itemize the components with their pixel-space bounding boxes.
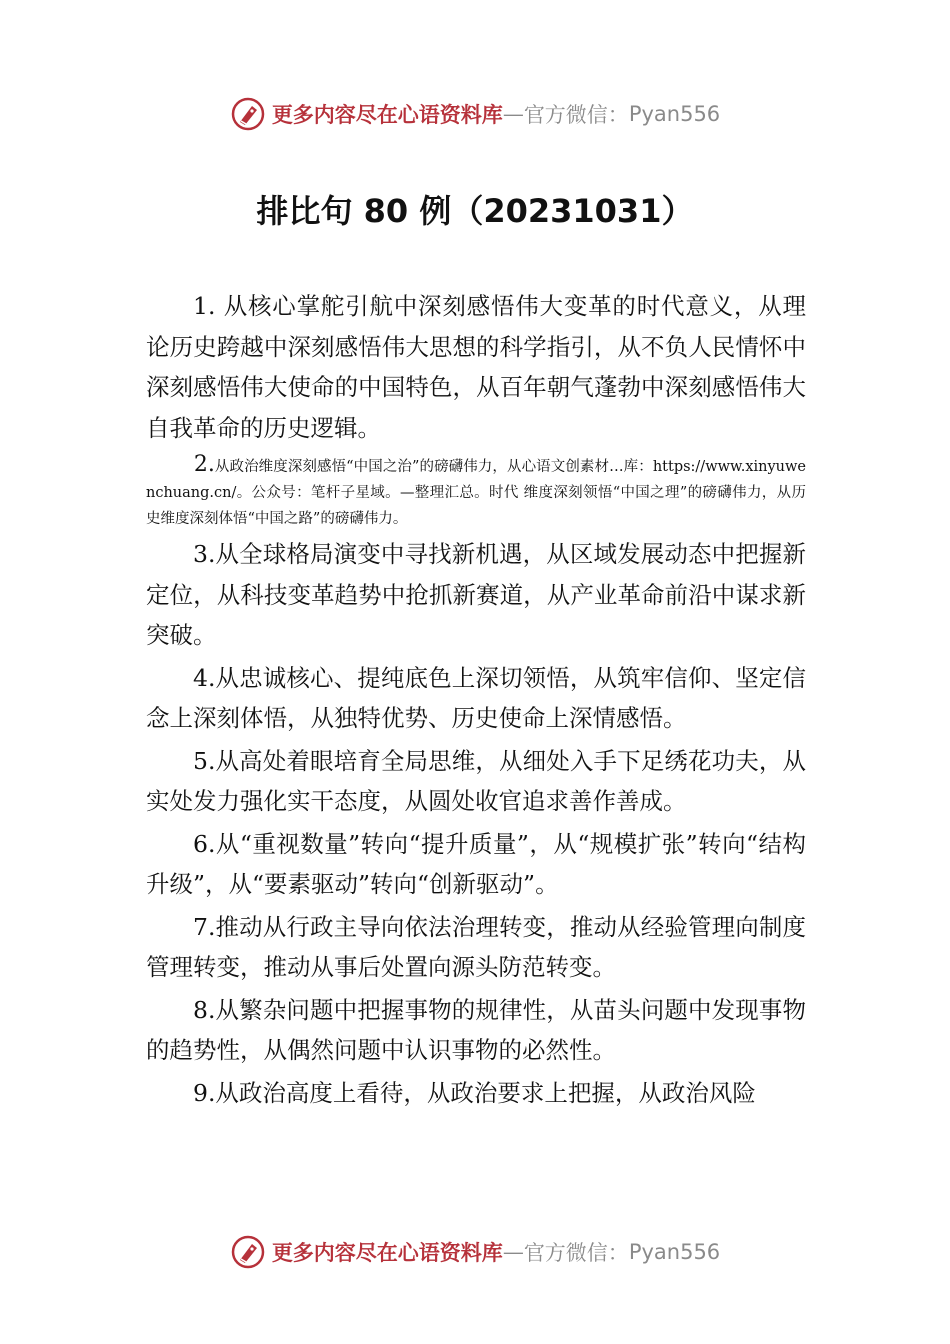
paragraph-2-text: 从政治维度深刻感悟“中国之治”的磅礴伟力，从心语文创素材…库：https://www.xinyuwenchuang.cn/。公众号：笔杆子星域。—整理汇总。时代 维度深刻领悟“中国之理”的磅礴伟力，从历史维度深刻体悟“中国之路”的磅礴伟力。 xyxy=(146,459,806,527)
document-title: 排比句 80 例（20231031） xyxy=(256,192,694,230)
paragraph-6: 6.从“重视数量”转向“提升质量”，从“规模扩张”转向“结构升级”，从“要素驱动”转向“创新驱动”。 xyxy=(146,829,806,898)
banner-wechat-id: Pyan556 xyxy=(628,102,721,126)
paragraph-2-number: 2. xyxy=(193,452,215,477)
banner-wechat-label: 官方微信： xyxy=(523,1241,629,1265)
banner-brand-text: 更多内容尽在心语资料库 xyxy=(271,1240,503,1265)
pen-nib-circle-icon xyxy=(230,1234,266,1270)
paragraph-4: 4.从忠诚核心、提纯底色上深切领悟，从筑牢信仰、坚定信念上深刻体悟，从独特优势、历史使命上深情感悟。 xyxy=(146,663,806,732)
banner-wechat-label: 官方微信： xyxy=(523,103,629,127)
banner-dash: — xyxy=(502,1240,524,1264)
paragraph-5: 5.从高处着眼培育全局思维，从细处入手下足绣花功夫，从实处发力强化实干态度，从圆处收官追求善作善成。 xyxy=(146,746,806,815)
paragraph-9: 9.从政治高度上看待，从政治要求上把握，从政治风险 xyxy=(193,1078,756,1107)
paragraph-3: 3.从全球格局演变中寻找新机遇，从区域发展动态中把握新定位，从科技变革趋势中抢抓新赛道，从产业革命前沿中谋求新突破。 xyxy=(146,540,806,649)
pen-nib-circle-icon xyxy=(230,96,266,132)
header-banner xyxy=(0,94,950,134)
banner-brand-text: 更多内容尽在心语资料库 xyxy=(271,102,503,127)
paragraph-8: 8.从繁杂问题中把握事物的规律性，从苗头问题中发现事物的趋势性，从偶然问题中认识事物的必然性。 xyxy=(146,995,806,1064)
paragraph-2 xyxy=(146,452,806,532)
banner-dash: — xyxy=(502,102,524,126)
document-body xyxy=(146,286,806,1115)
banner-wechat-id: Pyan556 xyxy=(628,1240,721,1264)
paragraph-7: 7.推动从行政主导向依法治理转变，推动从经验管理向制度管理转变，推动从事后处置向源头防范转变。 xyxy=(146,912,806,981)
paragraph-1: 1. 从核心掌舵引航中深刻感悟伟大变革的时代意义，从理论历史跨越中深刻感悟伟大思想的科学指引，从不负人民情怀中深刻感悟伟大使命的中国特色，从百年朝气蓬勃中深刻感悟伟大自我革命的历史逻辑。 xyxy=(146,292,806,442)
footer-banner xyxy=(0,1232,950,1272)
